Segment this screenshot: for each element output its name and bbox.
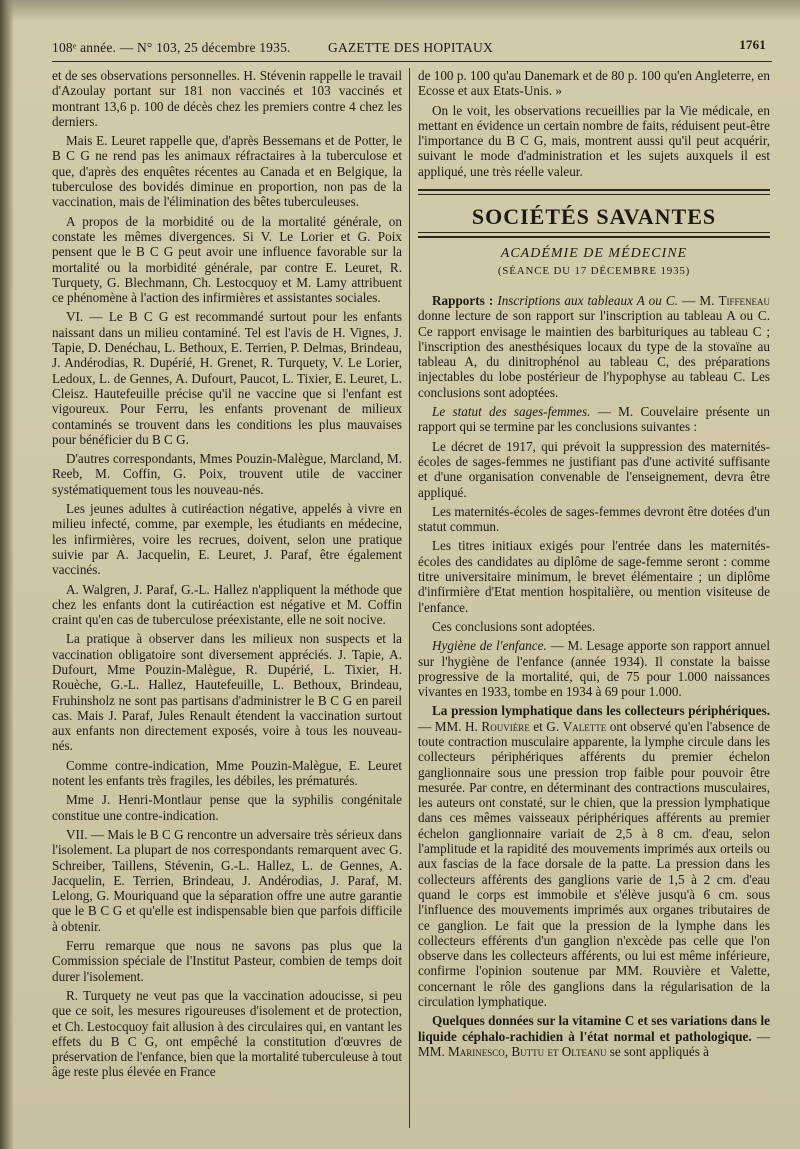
report-hygiene (418, 638, 770, 699)
vitamine-title: Quelques données sur la vitamine C et ses variations dans le liquide céphalo-rachidien à l'état normal et pathologique. (418, 1013, 770, 1044)
article-paragraph: Les jeunes adultes à cutiréaction négative, appelés à vivre en milieu infecté, comme, par exemple, les étudiants en médecine, les infirmières, voire les recrues, doivent, selon une pratique suivie par A. Jacquelin, E. Leuret, J. Paraf, être également vaccinés. (52, 501, 402, 578)
sages-femmes-intro: — M. Couvelaire présente un rapport qui se termine par les conclusions suivantes : (418, 404, 770, 435)
vitamine-author-prefix: — MM. (418, 1028, 771, 1059)
report-pression (418, 703, 770, 1009)
issue-info: 108ᵉ année. — N° 103, 25 décembre 1935. (52, 40, 291, 55)
pression-author-join: et G. (533, 718, 560, 734)
header-rule (52, 61, 772, 62)
article-paragraph: A. Walgren, J. Paraf, G.-L. Hallez n'appliquent la méthode que chez les enfants dont la cutiréaction est négative et M. Coffin craint qu'en cas de tuberculose préexistante, elle ne soit nocive. (52, 581, 402, 628)
pression-author-prefix: — MM. H. (418, 718, 478, 734)
session-date: (SÉANCE DU 17 DÉCEMBRE 1935) (497, 264, 691, 277)
article-paragraph: Ces conclusions sont adoptées. (432, 618, 596, 634)
right-column (418, 68, 770, 1063)
section-title: SOCIÉTÉS SAVANTES (471, 204, 717, 230)
article-paragraph: A propos de la morbidité ou de la mortalité générale, on constate les mêmes divergences. Si V. Le Lorier et G. Poix pensent que le B C G peut avoir une influence favorable sur la mortalité ou la morbidité générale, par contre E. Leuret, R. Turquety, G. Blechmann, Ch. Lestocquoy et M. Lamy attribuent ce phénomène à l'action des infirmières et assistantes sociales. (52, 213, 402, 306)
rapports-lead: Rapports : (432, 292, 494, 308)
sages-femmes-topic: Le statut des sages-femmes. (432, 404, 591, 420)
running-head (52, 37, 770, 60)
article-paragraph: Mais E. Leuret rappelle que, d'après Bessemans et de Potter, le B C G ne rend pas les animaux réfractaires à la tuberculose et que, d'après des enquêtes récentes au Canada et en Belgique, la tuberculose des bovidés diminue en proportion, non pas de la vaccination, mais de l'élimination des bêtes tuberculeuses. (52, 133, 402, 210)
hygiene-topic: Hygiène de l'enfance. (432, 638, 547, 654)
vitamine-body: se sont appliqués à (609, 1043, 710, 1059)
hygiene-body: — M. Lesage apporte son rapport annuel sur l'hygiène de l'enfance (année 1934). Il constate la baisse progressive de la mortalité, qui, de 75 pour 1.000 naissances vivantes en 1933, tombe en 1934 à 69 pour 1.000. (418, 638, 770, 700)
article-paragraph: Les maternités-écoles de sages-femmes devront être dotées d'un statut commun. (418, 503, 770, 535)
vitamine-authors: Marinesco, Buttu et Olteanu (448, 1043, 607, 1059)
page-number: 1761 (739, 37, 766, 52)
article-paragraph: Le décret de 1917, qui prévoit la suppression des maternités-écoles de sages-femmes ne justifiant pas d'une activité suffisante et d'une organisation convenable de l'enseignement, devra être appliqué. (418, 438, 770, 500)
article-paragraph: R. Turquety ne veut pas que la vaccination adoucisse, si peu que ce soit, les mesures rigoureuses d'isolement et de protection, et Ch. Lestocquoy fait allusion à des circulaires qui, en vantant les effets du B C G, ont empêché la constitution d'œuvres de préservation de l'enfance, bien que la mortalité tuberculeuse à tout âge reste plus élevée en France (52, 987, 402, 1080)
left-column (52, 68, 402, 1084)
article-paragraph: VII. — Mais le B C G rencontre un adversaire très sérieux dans l'isolement. La plupart de nos correspondants remarquent avec G. Schreiber, Taillens, Stévenin, G.-L. Hallez, L. de Gennes, A. Jacquelin, E. Terrien, Brindeau, J. Andérodias, J. Paraf, M. Lelong, G. Mouriquand que la séparation offre une autre garantie que le B C G et qu'elle est indispensable bien que parfois difficile à obtenir. (52, 826, 402, 934)
article-paragraph: D'autres correspondants, Mmes Pouzin-Malègue, Marcland, M. Reeb, M. Coffin, G. Poix, trouvent utile de vacciner systématiquement tous les nouveau-nés. (52, 451, 402, 497)
article-paragraph: Les titres initiaux exigés pour l'entrée dans les maternités-écoles des candidates au diplôme de sage-femme seront : comme titre universitaire minimum, le brevet élémentaire ; un diplôme d'infirmière d'Etat mention hospitalière, ou mention visiteuse de l'enfance. (418, 538, 770, 615)
rapports-author: Tiffeneau (718, 292, 771, 308)
rapports-body: donne lecture de son rapport sur l'inscription au tableau A ou C. Ce rapport envisage le maintien des barbituriques au tableau C ; l'inscription des anesthésiques locaux du type de la stovaïne au tableau A, du dinitrophénol au tableau C, des préparations injectables du lobe postérieur de l'hypophyse au tableau C. Les conclusions sont adoptées. (418, 308, 770, 400)
pression-author-1: Rouvière (481, 718, 530, 734)
pression-author-2: Valette (562, 718, 607, 734)
section-rule (418, 232, 770, 238)
page-top-shadow (0, 0, 800, 22)
article-paragraph: VI. — Le B C G est recommandé surtout pour les enfants naissant dans un milieu contaminé. Tel est l'avis de H. Vignes, J. Tapie, D. Denéchau, L. Bethoux, E. Terrien, P. Delmas, Brindeau, J. Andérodias, R. Dupérié, H. Grenet, R. Turquety, V. Le Lorier, Ledoux, L. de Gennes, A. Dufourt, Paucot, L. Tixier, E. Leuret, L. Cleisz. Hautefeuille précise qu'il ne vaccine que si l'enfant est vigoureux. Pour Ferru, les enfants provenant de milieux contaminés se trouvent dans les conditions les plus mauvaises pour bénéficier du B C G. (52, 309, 402, 447)
report-vitamine (418, 1013, 770, 1059)
academy-heading: ACADÉMIE DE MÉDECINE (500, 246, 688, 262)
article-paragraph: Comme contre-indication, Mme Pouzin-Malègue, E. Leuret notent les enfants très fragiles, les débiles, les prématurés. (52, 757, 402, 789)
article-paragraph: Mme J. Henri-Montlaur pense que la syphilis congénitale constitue une contre-indication. (52, 792, 402, 823)
report-rapports (418, 293, 770, 400)
journal-title: GAZETTE DES HOPITAUX (328, 40, 493, 55)
rapports-author-prefix: — M. (682, 292, 715, 308)
column-divider (409, 68, 410, 1128)
pression-body: ont observé qu'en l'absence de toute contraction musculaire apparente, la lymphe circule dans les collecteurs périphériques afférents du premier échelon ganglionnaire sous une pression trop faible pour pouvoir être mesurée. Par contre, en déterminant des contractions musculaires, les auteurs ont constaté, sur le chien, que la pression lymphatique dans ces mêmes vaisseaux périphériques afférents au premier échelon ganglionnaire variait de 2,5 à 8 cm. d'eau, selon l'amplitude et la rapidité des mouvements imprimés aux orteils ou aux fascias de la face dorsale de la patte. La pression dans les collecteurs afférents des ganglions varie de 1,5 à 2 cm. d'eau quand le corps est immobile et s'élève jusqu'à 6 cm. sous l'influence des mouvements imprimés aux organes tributaires de ce ganglion. Le fait que la pression de la lymphe dans les collecteurs efférents d'un ganglion n'excède pas celle que l'on observe dans les collecteurs afférents, ou lui est même inférieure, confirme l'opinion soutenue par MM. Rouvière et Valette, concernant le rôle des ganglions dans la régularisation de la circulation lymphatique. (418, 718, 771, 1010)
page-binding-shadow (0, 0, 14, 1149)
article-paragraph: On le voit, les observations recueillies par la Vie médicale, en mettant en évidence un certain nombre de faits, réduisent peut-être l'importance du B C G, mais, montrent aussi qu'il peut acquérir, suivant le mode d'administration et les sujets auxquels il est appliqué, une très réelle valeur. (418, 102, 770, 179)
article-paragraph: La pratique à observer dans les milieux non suspects et la vaccination obligatoire sont diversement appréciés. J. Tapie, A. Dufourt, Mme Pouzin-Malègue, R. Dupérié, L. Tixier, H. Rouèche, G.-L. Hallez, Hautefeuille, L. Bethoux, Brindeau, Fruhinsholz ne sont pas partisans d'administrer le B C G en pareil cas. Mais J. Paraf, Jules Renault étendent la vaccination surtout aux enfants non directement exposés, voire à tous les nouveau-nés. (52, 631, 402, 754)
report-sages-femmes (418, 404, 770, 435)
article-paragraph: et de ses observations personnelles. H. Stévenin rappelle le travail d'Azoulay portant sur 181 non vaccinés et 103 vaccinés et montrant 13,6 p. 100 de décès chez les premiers contre 4 chez les derniers. (52, 68, 402, 129)
article-paragraph: de 100 p. 100 qu'au Danemark et de 80 p. 100 qu'en Angleterre, en Ecosse et aux Etats-Unis. » (418, 68, 770, 99)
pression-title: La pression lymphatique dans les collecteurs périphériques. (432, 703, 770, 719)
rapports-topic: Inscriptions aux tableaux A ou C. (497, 292, 678, 308)
article-paragraph: Ferru remarque que nous ne savons pas plus que la Commission spéciale de l'Institut Pasteur, combien de temps doit durer l'isolement. (52, 938, 402, 984)
section-rule (418, 189, 770, 195)
